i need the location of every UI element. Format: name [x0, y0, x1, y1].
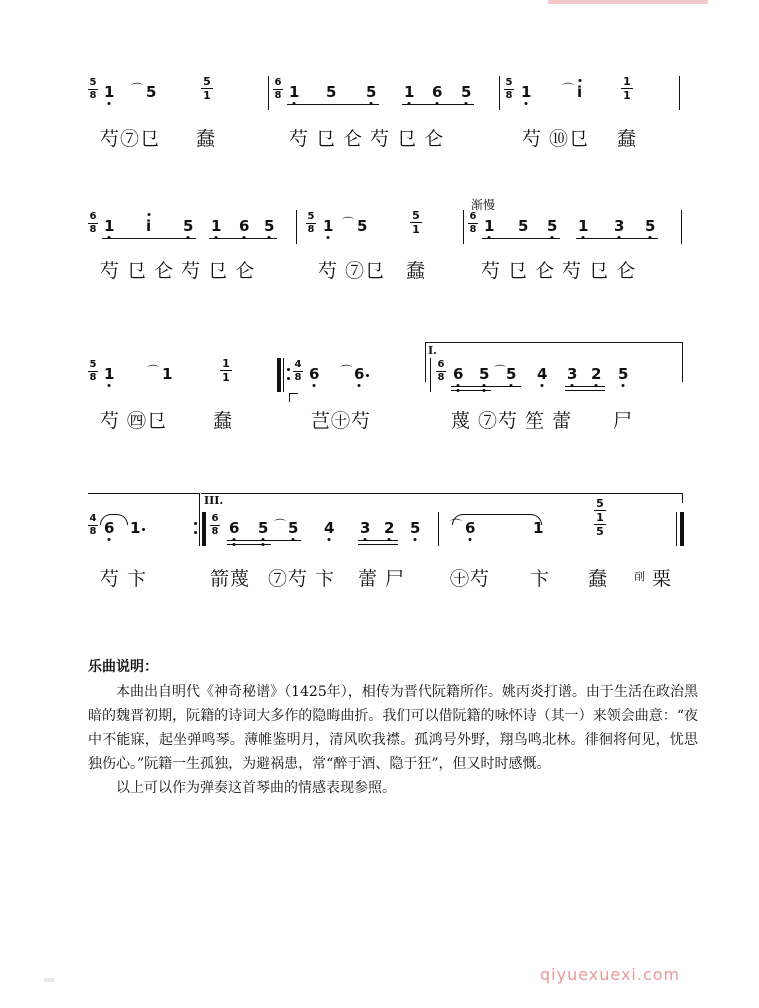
- ending-bracket-side: [682, 493, 683, 503]
- tab-text: 卞: [530, 568, 551, 590]
- beam: [227, 540, 301, 541]
- note: 1: [323, 218, 333, 234]
- barline: [499, 76, 500, 110]
- jianpu-notes-row-3: [0, 358, 759, 398]
- glide-mark: ⌒: [274, 518, 287, 532]
- description-title: 乐曲说明：: [88, 659, 158, 675]
- tab-text: 蠢: [588, 568, 609, 590]
- repeat-barline: [202, 512, 206, 546]
- tempo-mark: 渐慢: [471, 198, 496, 212]
- tab-text: 芍 ⑩㔾: [522, 128, 590, 150]
- ending-1-label: I.: [428, 344, 437, 357]
- note: 4: [537, 366, 547, 382]
- barline: [430, 358, 431, 392]
- note: 1: [484, 218, 494, 234]
- final-barline: [680, 512, 684, 546]
- time-signature: 6 8: [437, 359, 445, 383]
- note: 5: [618, 366, 628, 382]
- beam: [565, 390, 605, 391]
- note: 1: [162, 365, 173, 383]
- tab-text: 栗: [652, 568, 673, 590]
- repeat-barline: [277, 358, 281, 392]
- time-signature: 5 8: [89, 77, 97, 101]
- jianzi-row-1: [0, 124, 759, 164]
- note: 1: [130, 519, 141, 537]
- note: 1: [104, 366, 114, 382]
- note: 1: [533, 519, 544, 537]
- glide-mark: ⌒: [450, 518, 463, 532]
- tab-text: 蠢: [617, 128, 638, 150]
- tab-text: 芍 㔾 仑 芍 㔾 仑: [100, 260, 256, 282]
- chord-stack: 1 1: [220, 358, 232, 383]
- note: 5: [479, 366, 489, 382]
- beam: [451, 386, 521, 387]
- tab-text: ㊉芍: [450, 568, 491, 590]
- tab-text: 芍 㔾 仑 芍 㔾 仑: [481, 260, 637, 282]
- ending-bracket: [425, 342, 683, 343]
- note: i: [577, 84, 582, 100]
- barline: [268, 76, 269, 110]
- note: 3: [567, 366, 577, 382]
- beam: [287, 104, 379, 105]
- chord-stack: 5 1 5: [594, 498, 606, 537]
- jianpu-notes-row-2: [0, 210, 759, 250]
- site-watermark: qiyuexuexi.com: [540, 965, 681, 984]
- barline: [199, 512, 200, 546]
- repeat-barline: [283, 358, 284, 392]
- note: 1: [104, 218, 114, 234]
- note: 5: [461, 84, 471, 100]
- glide-mark: ⌒: [340, 364, 353, 378]
- jianzi-row-2: [0, 256, 759, 296]
- barline: [463, 210, 464, 244]
- tab-text: 㓦: [634, 570, 646, 583]
- tab-text: ⑦芍 卞: [268, 568, 336, 590]
- note: 1: [404, 84, 414, 100]
- note: 2: [591, 366, 601, 382]
- barline: [296, 210, 297, 244]
- beam: [358, 540, 398, 541]
- note: 1: [104, 84, 114, 100]
- note: 6: [239, 218, 249, 234]
- augmentation-dot: [366, 374, 369, 377]
- note: 6: [229, 520, 239, 536]
- note: 5: [410, 520, 420, 536]
- note: 1: [211, 218, 221, 234]
- tab-text: 芍 㔾 仑 芍 㔾 仑: [289, 128, 445, 150]
- beam: [565, 386, 605, 387]
- augmentation-dot: [142, 528, 145, 531]
- note: 5: [547, 218, 557, 234]
- tab-text: 蕾 尸: [358, 568, 406, 590]
- time-signature: 4 8: [294, 359, 302, 383]
- repeat-dots: [287, 362, 290, 386]
- note: 1: [578, 218, 588, 234]
- ending-bracket: [88, 493, 200, 494]
- note: 6: [465, 520, 475, 536]
- final-barline: [676, 512, 677, 546]
- glide-mark: ⌒: [494, 364, 507, 378]
- note: 6: [104, 520, 114, 536]
- barline: [681, 210, 682, 244]
- time-signature: 5 8: [307, 211, 315, 235]
- tab-text: 蠢: [406, 260, 427, 282]
- jianpu-notes-row-1: [0, 76, 759, 116]
- beam: [576, 238, 658, 239]
- glide-mark: ⌒: [562, 82, 575, 96]
- time-signature: 5 8: [505, 77, 513, 101]
- tab-text: 芍 ⑦㔾: [318, 260, 386, 282]
- note: i: [146, 218, 151, 234]
- time-signature: 6 8: [469, 211, 477, 235]
- tab-text: 箭蔑: [210, 568, 251, 590]
- jianzi-row-3: [0, 406, 759, 446]
- barline: [438, 512, 439, 546]
- description-paragraph: 以上可以作为弹奏这首琴曲的情感表现参照。: [116, 780, 396, 796]
- beam: [482, 238, 560, 239]
- tab-text: 蔑 ⑦芍 笙 蕾: [451, 410, 573, 432]
- note: 5: [357, 217, 368, 235]
- ending-bracket: [201, 493, 682, 494]
- note: 6: [432, 84, 442, 100]
- beam: [402, 104, 474, 105]
- note: 5: [288, 520, 298, 536]
- page-corner-mark: [44, 978, 54, 982]
- note: 6: [354, 366, 364, 382]
- barline: [679, 76, 680, 110]
- tab-text: 蠢: [196, 128, 217, 150]
- tab-text: 蠢: [213, 410, 234, 432]
- glide-mark: ⌒: [342, 216, 355, 230]
- jianzi-row-4: [0, 564, 759, 604]
- tab-text: 芍⑦㔾: [100, 128, 161, 150]
- description-body: [88, 680, 698, 800]
- chord-stack: 1 1: [621, 76, 633, 101]
- ending-3-label: III.: [204, 494, 224, 507]
- time-signature: 4 8: [89, 513, 97, 537]
- tab-text: 芍 卞: [100, 568, 148, 590]
- time-signature: 6 8: [211, 513, 219, 537]
- note: 5: [645, 218, 655, 234]
- note: 2: [384, 520, 394, 536]
- note: 5: [506, 366, 516, 382]
- note: 3: [614, 218, 624, 234]
- tab-text: 芍 ㊃㔾: [100, 410, 168, 432]
- note: 5: [518, 217, 529, 235]
- note: 5: [326, 83, 337, 101]
- note: 5: [264, 218, 274, 234]
- time-signature: 6 8: [274, 77, 282, 101]
- tab-text: 芑㊉芍: [311, 410, 372, 432]
- top-edge-mark: [548, 0, 708, 4]
- note: 5: [366, 84, 376, 100]
- note: 1: [289, 84, 299, 100]
- note: 4: [324, 520, 334, 536]
- beam: [209, 238, 277, 239]
- glide-mark: ⌒: [147, 364, 160, 378]
- beam: [358, 544, 398, 545]
- note: 1: [521, 84, 531, 100]
- tab-text: 尸: [613, 410, 634, 432]
- time-signature: 5 8: [89, 359, 97, 383]
- note: 5: [258, 520, 268, 536]
- note: 5: [183, 218, 193, 234]
- beam: [227, 544, 271, 545]
- description-paragraph: 本曲出自明代《神奇秘谱》（1425年），相传为晋代阮籍所作。姚丙炎打谱。由于生活在政治黑暗的魏晋初期，阮籍的诗词大多作的隐晦曲折。我们可以借阮籍的咏怀诗（其一）来领会曲意：“夜中不能寐，起坐弹鸣琴。薄帷鉴明月，清风吹我襟。孤鸿号外野，翔鸟鸣北林。徘徊将何见，忧思独伤心。”阮籍一生孤独，为避祸患，常“醉于酒、隐于狂”，但又时时感慨。: [88, 684, 698, 772]
- glide-mark: ⌒: [131, 82, 144, 96]
- note: 6: [453, 366, 463, 382]
- note: 3: [360, 520, 370, 536]
- repeat-dots: [194, 516, 197, 540]
- note: 6: [309, 366, 319, 382]
- chord-stack: 5 1: [410, 210, 422, 235]
- note: 5: [146, 83, 157, 101]
- beam: [102, 238, 196, 239]
- time-signature: 6 8: [89, 211, 97, 235]
- section-mark: [289, 393, 298, 402]
- beam: [451, 390, 491, 391]
- chord-stack: 5 1: [201, 76, 213, 101]
